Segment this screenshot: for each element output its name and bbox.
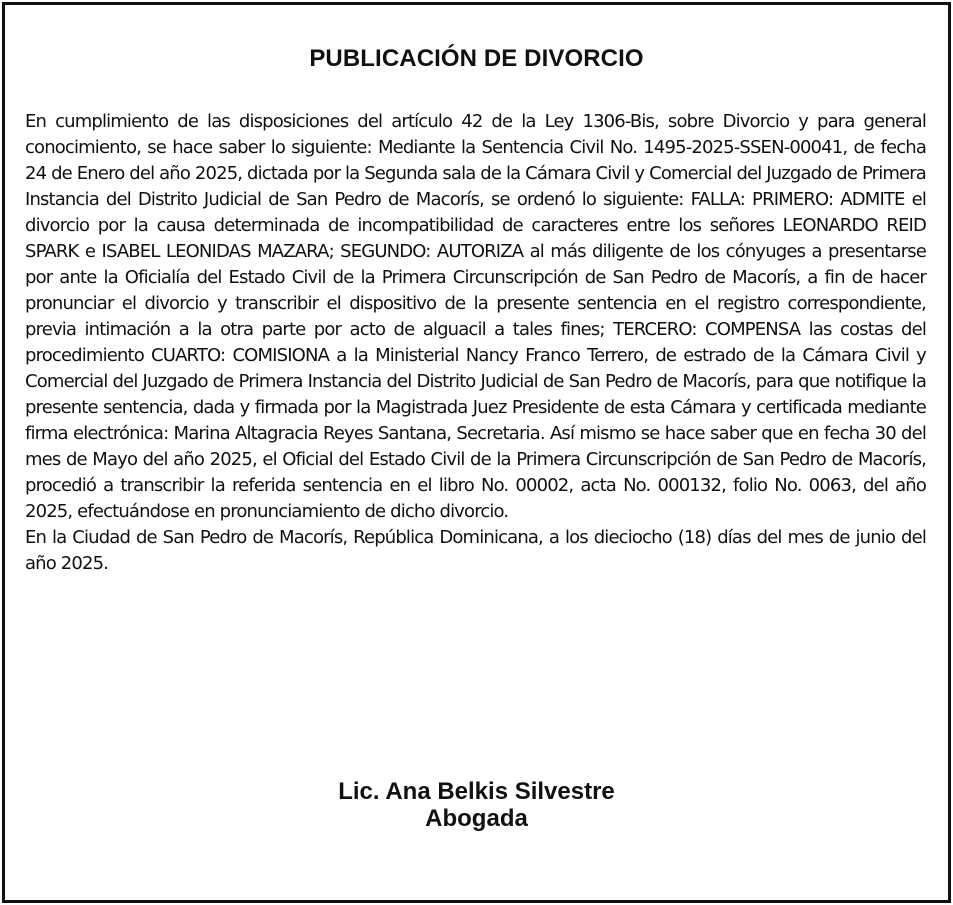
- signature-role: Abogada: [425, 805, 528, 832]
- notice-paragraph-ruling: En cumplimiento de las disposiciones del artículo 42 de la Ley 1306-Bis, sobre Divorcio y para general conocimiento, se hace saber lo siguiente: Mediante la Sentencia Civil No. 1495-2025-SSEN-00041, de fecha 24 de Enero del año 2025, dictada por la Segunda sala de la Cámara Civil y Comercial del Juzgado de Primera Instancia del Distrito Judicial de San Pedro de Macorís, se ordenó lo siguiente: FALLA: PRIMERO: ADMITE el divorcio por la causa determinada de incompatibilidad de caracteres entre los señores LEONARDO REID SPARK e ISABEL LEONIDAS MAZARA; SEGUNDO: AUTORIZA al más diligente de los cónyuges a presentarse por ante la Oficialía del Estado Civil de la Primera Circunscripción de San Pedro de Macorís, a fin de hacer pronunciar el divorcio y transcribir el dispositivo de la presente sentencia en el registro correspondiente, previa intimación a la otra parte por acto de alguacil a tales fines; TERCERO: COMPENSA las costas del procedimiento CUARTO: COMISIONA a la Ministerial Nancy Franco Terrero, de estrado de la Cámara Civil y Comercial del Juzgado de Primera Instancia del Distrito Judicial de San Pedro de Macorís, para que notifique la presente sentencia, dada y firmada por la Magistrada Juez Presidente de esta Cámara y certificada mediante firma electrónica: Marina Altagracia Reyes Santana, Secretaria. Así mismo se hace saber que en fecha 30 del mes de Mayo del año 2025, el Oficial del Estado Civil de la Primera Circunscripción de San Pedro de Macorís, procedió a transcribir la referida sentencia en el libro No. 00002, acta No. 000132, folio No. 0063, del año 2025, efectuándose en pronunciamiento de dicho divorcio.: [25, 111, 926, 522]
- signature-block: [5, 778, 948, 832]
- notice-title: PUBLICACIÓN DE DIVORCIO: [309, 45, 644, 72]
- signature-name: Lic. Ana Belkis Silvestre: [338, 778, 615, 805]
- notice-frame: [2, 2, 951, 903]
- notice-body: [25, 109, 926, 577]
- notice-paragraph-place-date: En la Ciudad de San Pedro de Macorís, República Dominicana, a los dieciocho (18) días del mes de junio del año 2025.: [25, 527, 926, 574]
